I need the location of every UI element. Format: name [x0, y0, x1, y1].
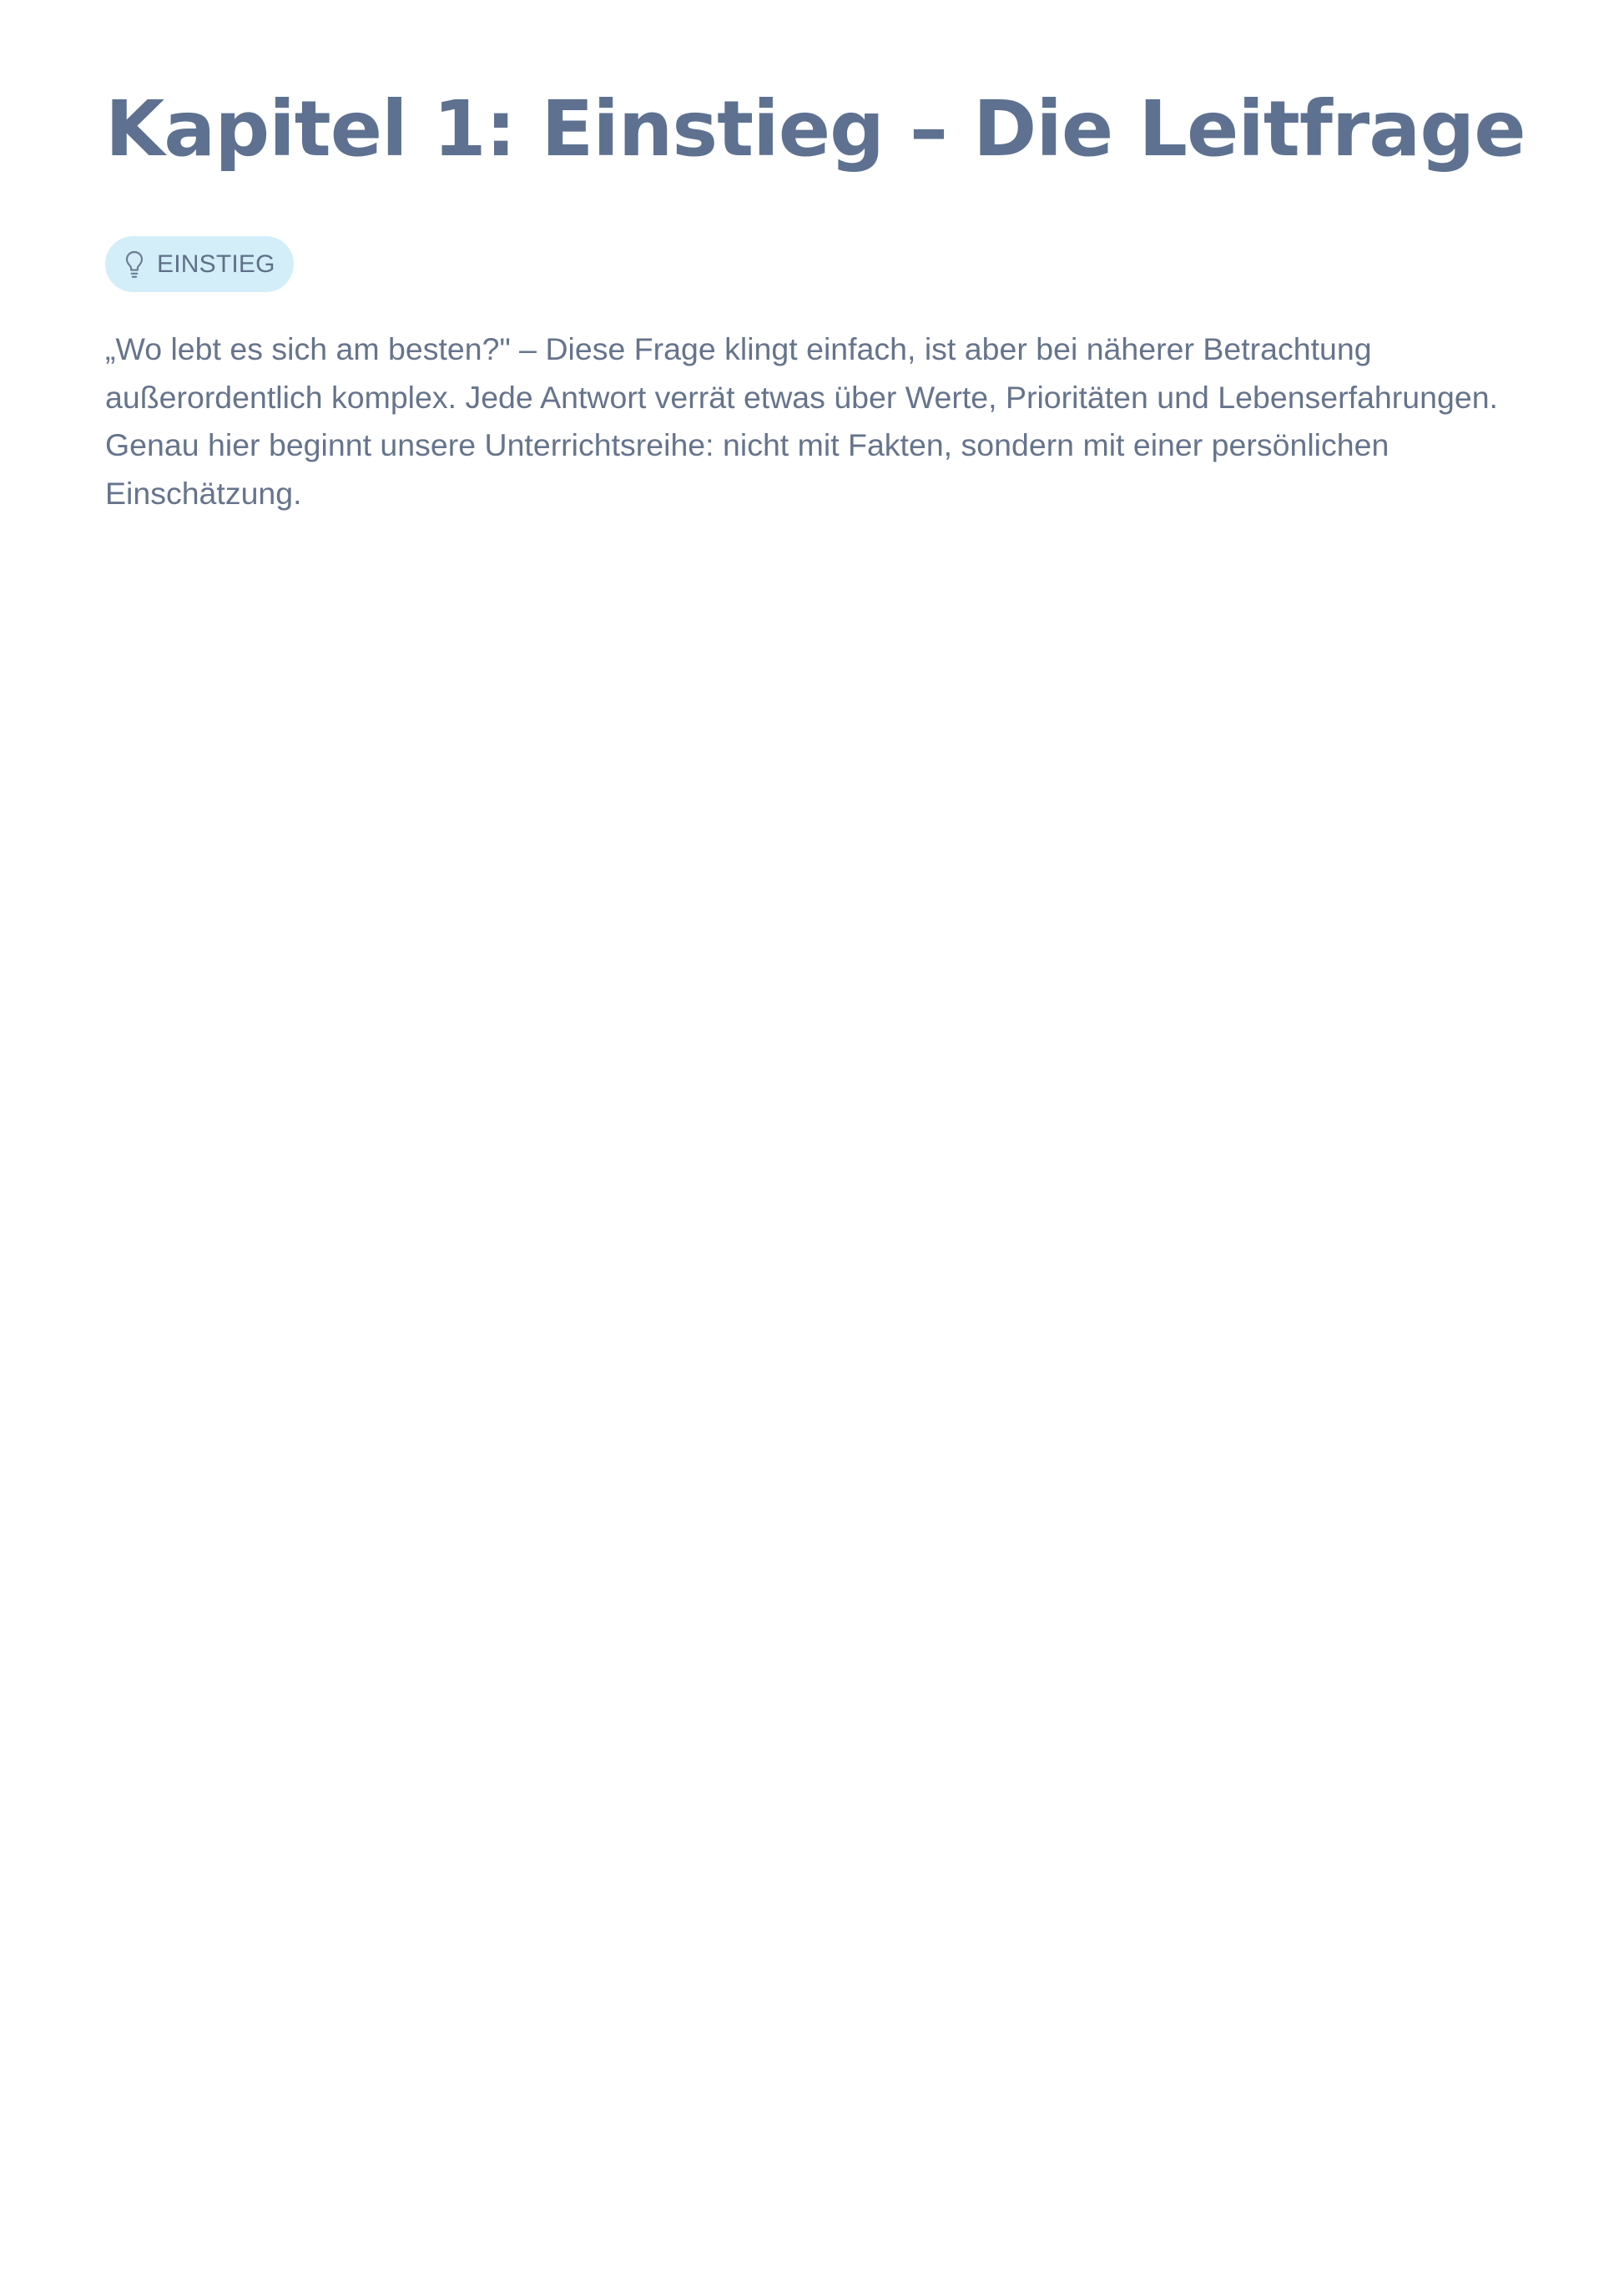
chapter-title: Kapitel 1: Einstieg – Die Leitfrage	[105, 84, 1526, 174]
lightbulb-icon	[122, 250, 147, 280]
badge-label: EINSTIEG	[157, 250, 275, 278]
section-badge	[105, 236, 294, 292]
intro-paragraph: „Wo lebt es sich am besten?" – Diese Frage klingt einfach, ist aber bei näherer Betrachtung außerordentlich komplex. Jede Antwort verrät etwas über Werte, Prioritäten und Lebenserfahrungen. Genau hier beginnt unsere Unterrichtsreihe: nicht mit Fakten, sondern mit einer persönlichen Einschätzung.	[105, 331, 1498, 511]
